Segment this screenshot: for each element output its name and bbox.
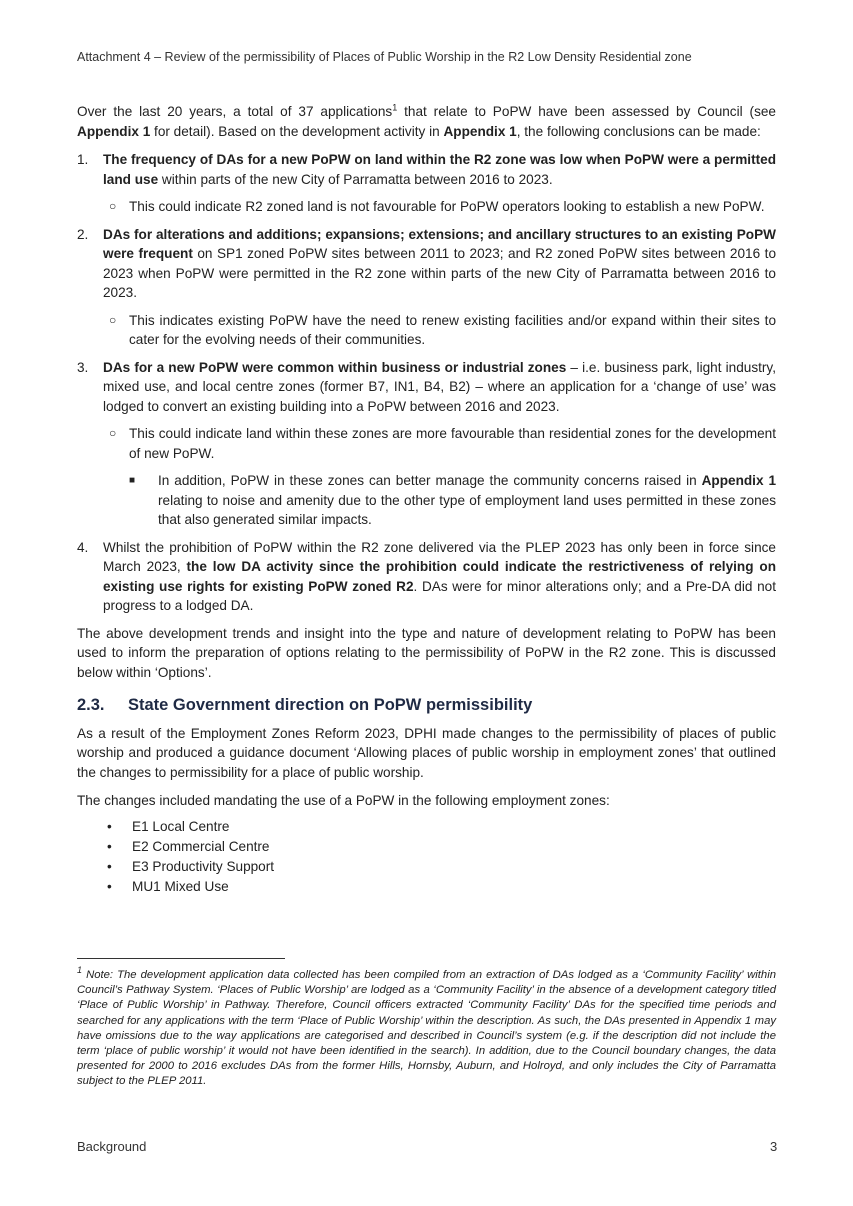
item-text: Whilst the prohibition of PoPW within the R2 zone delivered via the PLEP 2023 has only been in force since March 2023, <box>103 539 776 574</box>
item-text: – i.e. business park, light industry, mixed use, and local centre zones (former B7, IN1, B4, B2) – where an application for a ‘change of use’ was lodged to convert an existing building into a PoPW between 2016 and 2023. <box>103 359 776 414</box>
item-text: on SP1 zoned PoPW sites between 2011 to 2023; and R2 zoned PoPW sites between 2016 to 2023 when PoPW were permitted in the R2 zone within parts of the new City of Parramatta between 2016 to 2023. <box>103 246 777 300</box>
bullet-icon: • <box>107 838 112 854</box>
circle-bullet-icon: ○ <box>109 426 117 440</box>
list-item <box>77 538 776 616</box>
intro-text: , the following conclusions can be made: <box>516 123 761 139</box>
conclusions-list <box>77 150 776 616</box>
list-item <box>77 817 776 837</box>
list-number: 2. <box>77 226 89 242</box>
list-number: 1. <box>77 152 89 167</box>
page-header: Attachment 4 – Review of the permissibility of Places of Public Worship in the R2 Low Density Residential zone <box>77 50 692 64</box>
item-text: . DAs were for minor alterations only; and a Pre-DA did not progress to a lodged DA. <box>103 578 776 613</box>
sub-sub-item-text: relating to noise and amenity due to the other type of employment land uses permitted in these zones that also generated similar impacts. <box>158 492 776 527</box>
zone-name: E1 Local Centre <box>132 818 230 834</box>
bullet-icon: • <box>107 818 112 834</box>
item-heading: DAs for alterations and additions; expansions; extensions; and ancillary structures to an existing PoPW were frequent <box>103 226 776 261</box>
footnote <box>77 965 776 1090</box>
footnote-number: 1 <box>77 965 83 976</box>
footnote-reference[interactable]: 1 <box>392 102 398 113</box>
appendix-reference: Appendix 1 <box>701 473 777 488</box>
list-item <box>77 857 776 877</box>
circle-bullet-icon: ○ <box>109 199 117 213</box>
document-body <box>77 102 776 897</box>
sub-item-text: This indicates existing PoPW have the need to renew existing facilities and/or expand within their sites to cater for the evolving needs of their communities. <box>129 312 776 347</box>
trends-paragraph: The above development trends and insight into the type and nature of development relating to PoPW has been used to inform the preparation of options relating to the permissibility of PoPW in the R2 zone. This is discussed below within ‘Options’. <box>77 625 776 680</box>
item-text: within parts of the new City of Parramatta between 2016 to 2023. <box>158 171 553 187</box>
sub-item <box>79 197 776 217</box>
zones-list <box>77 817 776 897</box>
sub-sub-item <box>103 471 776 530</box>
item-heading: DAs for a new PoPW were common within business or industrial zones <box>103 359 567 375</box>
intro-text: for detail). Based on the development activity in <box>150 123 444 139</box>
section-number: 2.3. <box>77 696 105 714</box>
sub-item <box>79 424 776 530</box>
changes-paragraph: The changes included mandating the use of a PoPW in the following employment zones: <box>77 793 610 808</box>
item-heading: the low DA activity since the prohibition could indicate the restrictiveness of relying on existing use rights for existing PoPW zoned R2 <box>103 559 776 594</box>
square-bullet-icon: ■ <box>129 475 136 486</box>
intro-paragraph <box>77 102 776 141</box>
list-number: 4. <box>77 539 89 555</box>
appendix-reference: Appendix 1 <box>443 123 517 139</box>
appendix-reference: Appendix 1 <box>77 123 151 139</box>
item-heading: The frequency of DAs for a new PoPW on land within the R2 zone was low when PoPW were a permitted land use <box>103 152 776 187</box>
footnote-separator <box>77 958 285 959</box>
list-item <box>77 877 776 897</box>
intro-text: Over the last 20 years, a total of 37 applications <box>77 104 393 119</box>
sub-item-text: This could indicate land within these zones are more favourable than residential zones for the development of new PoPW. <box>129 426 776 461</box>
zone-name: MU1 Mixed Use <box>132 878 229 894</box>
intro-text: that relate to PoPW have been assessed by Council (see <box>397 104 776 119</box>
page-number: 3 <box>770 1139 778 1154</box>
bullet-icon: • <box>107 858 112 874</box>
sub-item <box>79 311 776 350</box>
section-heading <box>77 696 776 716</box>
zone-name: E3 Productivity Support <box>132 858 275 874</box>
zone-name: E2 Commercial Centre <box>132 838 270 854</box>
bullet-icon: • <box>107 878 112 894</box>
list-item <box>77 225 776 350</box>
footer-section-label: Background <box>77 1139 147 1154</box>
list-item <box>77 358 776 530</box>
list-item <box>77 837 776 857</box>
section-title: State Government direction on PoPW permissibility <box>128 696 533 714</box>
sub-item-text: This could indicate R2 zoned land is not favourable for PoPW operators looking to establish a new PoPW. <box>129 199 765 214</box>
footnote-text: Note: The development application data collected has been compiled from an extraction of DAs lodged as a ‘Community Facility’ within Council’s Pathway System. ‘Places of Public Worship’ are lodged as a ‘Community Facility’ in the absence of a development category titled ‘Place of Public Worship’ in Pathway. Therefore, Council officers extracted ‘Community Facility’ DAs for the specified time periods and searched for any applications with the term ‘Place of Public Worship’ within the description. As such, the DAs presented in Appendix 1 may have omissions due to the way applications are categorised and described in Council’s system (e.g. if the description did not include the term ‘place of public worship’ it would not have been identified in the search). In addition, due to the Council boundary changes, the data presented for 2000 to 2016 excludes DAs from the former Hills, Hornsby, Auburn, and Holroyd, and only includes the City of Parramatta subject to the PLEP 2011. <box>77 969 776 1088</box>
sub-sub-item-text: In addition, PoPW in these zones can better manage the community concerns raised in <box>158 473 702 488</box>
list-number: 3. <box>77 359 89 375</box>
circle-bullet-icon: ○ <box>109 312 117 327</box>
list-item <box>77 150 776 217</box>
reform-paragraph: As a result of the Employment Zones Reform 2023, DPHI made changes to the permissibility of places of public worship and produced a guidance document ‘Allowing places of public worship in employment zones’ that outlined the changes to permissibility for a place of public worship. <box>77 725 776 780</box>
